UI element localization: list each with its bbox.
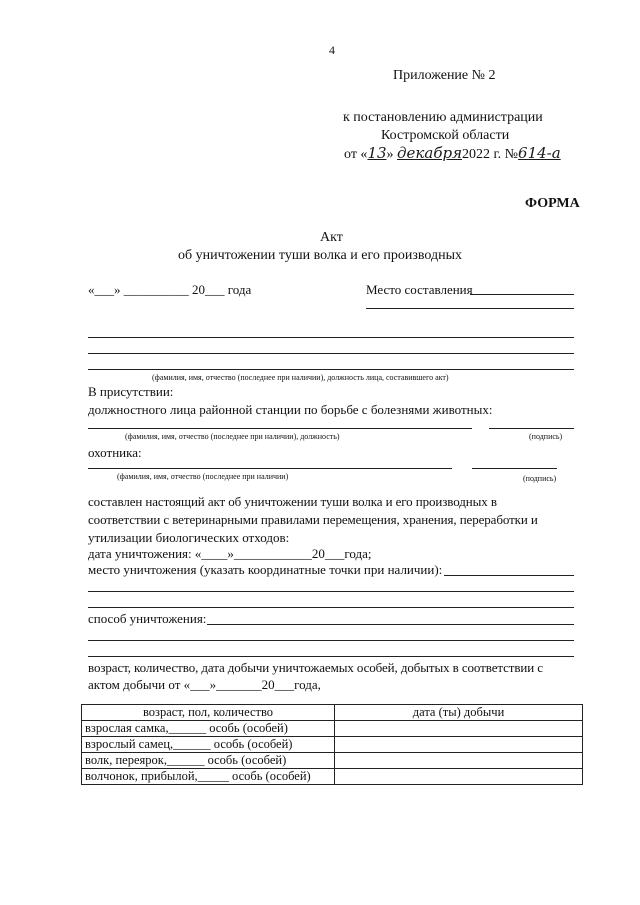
place-field-line-2 (366, 308, 574, 309)
act-title: Акт (320, 230, 343, 245)
station-official-label: должностного лица районной станции по борьбе с болезнями животных: (88, 402, 493, 417)
table-row (82, 753, 583, 769)
signature-caption-1: (подпись) (529, 432, 563, 441)
place-label: Место составления (366, 282, 473, 297)
resolution-label: к постановлению администрации (343, 110, 543, 125)
table-cell-date (335, 721, 583, 737)
method-line-3 (88, 656, 574, 657)
official-line-2 (88, 353, 574, 354)
destruction-place-line-3 (88, 607, 574, 608)
harvest-table (81, 704, 583, 785)
destruction-place-line-2 (88, 591, 574, 592)
hunter-line (88, 468, 452, 469)
table-cell-date (335, 737, 583, 753)
station-official-line (88, 428, 472, 429)
official-caption: (фамилия, имя, отчество (последнее при наличии), должность лица, составившего акт) (152, 373, 449, 382)
table-header-date: дата (ты) добычи (335, 705, 583, 721)
signature-caption-2: (подпись) (523, 474, 557, 483)
form-label: ФОРМА (525, 196, 580, 211)
method-label: способ уничтожения: (88, 611, 207, 626)
region-label: Костромской области (381, 128, 510, 143)
method-line-2 (88, 640, 574, 641)
resolution-date-line (344, 145, 561, 163)
date-prefix: от « (344, 147, 368, 162)
body-text-line-3: утилизации биологических отходов: (88, 530, 290, 545)
act-subtitle: об уничтожении туши волка и его производных (178, 248, 462, 263)
body-text-line-1: составлен настоящий акт об уничтожении туши волка и его производных в (88, 494, 497, 509)
resolution-number-handwritten: 614-а (518, 144, 561, 162)
official-line-3 (88, 369, 574, 370)
table-cell-category: взрослая самка,______ особь (особей) (82, 721, 335, 737)
table-cell-category: волчонок, прибылой,_____ особь (особей) (82, 769, 335, 785)
date-year: 2022 г. № (462, 147, 519, 162)
page-number: 4 (329, 43, 335, 57)
date-mid: » (386, 147, 394, 162)
table-header-row (82, 705, 583, 721)
table-header-age: возраст, пол, количество (82, 705, 335, 721)
destruction-place-field (444, 575, 574, 576)
date-month-handwritten: декабря (397, 144, 463, 162)
date-day-handwritten: 13 (367, 144, 387, 162)
age-text-line-2: актом добычи от «___»_______20___года, (88, 677, 321, 692)
station-caption: (фамилия, имя, отчество (последнее при наличии), должность) (125, 432, 340, 441)
act-date-line: «___» __________ 20___ года (88, 282, 252, 297)
presence-label: В присутствии: (88, 384, 174, 399)
appendix-label: Приложение № 2 (393, 68, 496, 83)
method-field (207, 624, 574, 625)
body-text-line-2: соответствии с ветеринарными правилами перемещения, хранения, переработки и (88, 512, 538, 527)
table-cell-category: взрослый самец,______ особь (особей) (82, 737, 335, 753)
station-signature-line (489, 428, 574, 429)
age-text-line-1: возраст, количество, дата добычи уничтожаемых особей, добытых в соответствии с (88, 660, 543, 675)
table-row (82, 721, 583, 737)
hunter-caption: (фамилия, имя, отчество (последнее при наличии) (117, 472, 289, 481)
table-cell-category: волк, переярок,______ особь (особей) (82, 753, 335, 769)
destruction-place-label: место уничтожения (указать координатные точки при наличии): (88, 562, 443, 577)
table-cell-date (335, 769, 583, 785)
official-line-1 (88, 337, 574, 338)
table-row (82, 737, 583, 753)
table-cell-date (335, 753, 583, 769)
table-row (82, 769, 583, 785)
hunter-signature-line (472, 468, 557, 469)
destruction-date-line: дата уничтожения: «____»____________20___года; (88, 546, 372, 561)
place-field-line (470, 294, 574, 295)
hunter-label: охотника: (88, 445, 142, 460)
